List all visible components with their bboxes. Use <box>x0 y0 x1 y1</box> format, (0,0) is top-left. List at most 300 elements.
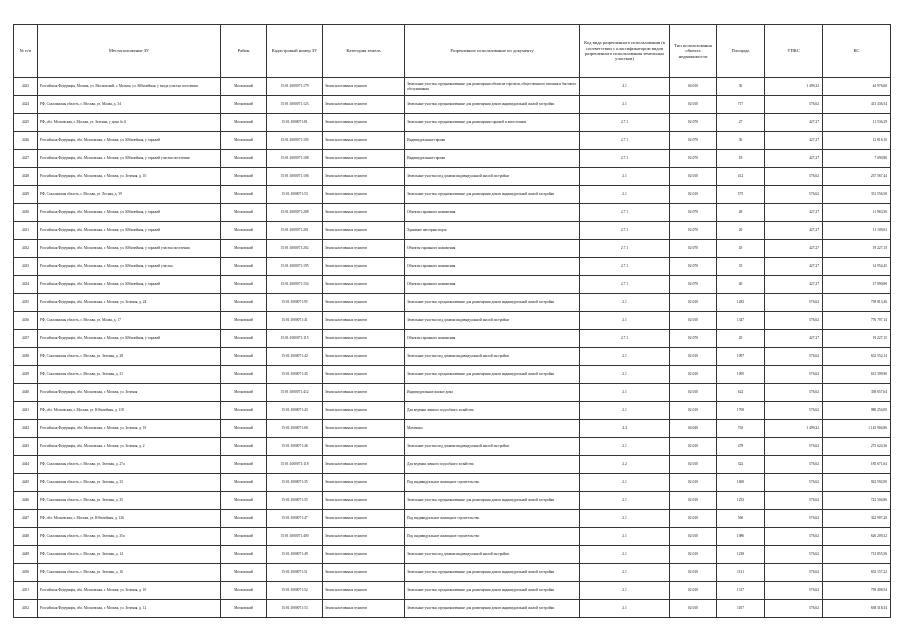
col-header-use-code: Код вида разрешенного использования (в соответствии с классификатором видов разрешенного использования земельных участков) <box>580 25 670 78</box>
cell-use-type: 02:010 <box>670 582 717 600</box>
cell-ks: 19 227,15 <box>823 330 891 348</box>
cell-upks: 576,62 <box>765 492 823 510</box>
table-row <box>14 474 891 492</box>
cell-number: 4427 <box>14 150 38 168</box>
cell-cadastral-number: 15:01:1000071:42 <box>267 348 323 366</box>
cell-area: 478 <box>717 438 765 456</box>
cell-cadastral-number: 15:01:1000071:400 <box>267 528 323 546</box>
cell-use-code: 2.1 <box>580 366 670 384</box>
cell-upks: 1 499,22 <box>765 420 823 438</box>
cell-cadastral-number: 15:01:1000071:105 <box>267 132 323 150</box>
cell-area: 28 <box>717 204 765 222</box>
table-row <box>14 510 891 528</box>
cell-number: 4445 <box>14 474 38 492</box>
cell-location: Российская Федерация, обл. Московская, г. Москва, ул. Зеленая, д. 10 <box>38 168 221 186</box>
cell-location: РФ, обл. Московская, г. Москва, ул. Юбилейная, д. 126 <box>38 510 221 528</box>
cell-number: 4443 <box>14 438 38 456</box>
cell-location: Российская Федерация, обл. Московская, г. Москва, ул. Зеленая, д. 12 <box>38 600 221 618</box>
cell-cadastral-number: 15:01:1000071:108 <box>267 150 323 168</box>
table-row <box>14 168 891 186</box>
cell-district: Московский <box>221 600 267 618</box>
cell-land-category: Земли населенных пунктов <box>323 132 405 150</box>
cell-upks: 576,62 <box>765 348 823 366</box>
cell-use-code: 2.1 <box>580 492 670 510</box>
cell-upks: 427,27 <box>765 330 823 348</box>
cell-upks: 576,62 <box>765 366 823 384</box>
cell-land-category: Земли населенных пунктов <box>323 456 405 474</box>
cell-number: 4436 <box>14 312 38 330</box>
cell-use-code: 2.2 <box>580 456 670 474</box>
cell-use-type: 02:010 <box>670 96 717 114</box>
cell-district: Московский <box>221 564 267 582</box>
cell-upks: 427,27 <box>765 276 823 294</box>
cell-district: Московский <box>221 312 267 330</box>
cell-use-type: 02:010 <box>670 438 717 456</box>
cell-cadastral-number: 15:01:1000071:45 <box>267 366 323 384</box>
cell-permitted-use: Земельные участки под домами индивидуальной жилой застройки <box>405 438 580 456</box>
cell-cadastral-number: 15:01:1000071:81 <box>267 114 323 132</box>
cell-location: РФ, Сахалинская область, г. Москва, ул. Зеленая, д. 35 <box>38 492 221 510</box>
cell-permitted-use: Магазины <box>405 420 580 438</box>
cell-number: 4429 <box>14 186 38 204</box>
cell-land-category: Земли населенных пунктов <box>323 510 405 528</box>
cell-number: 4450 <box>14 564 38 582</box>
cell-number: 4435 <box>14 294 38 312</box>
cell-use-type: 02:010 <box>670 600 717 618</box>
cell-upks: 576,62 <box>765 600 823 618</box>
col-header-district: Район <box>221 25 267 78</box>
cell-cadastral-number: 15:01:1000071:55 <box>267 492 323 510</box>
table-row <box>14 294 891 312</box>
cell-permitted-use: Земельные участки, предназначенные для размещения домов индивидуальной жилой застройки <box>405 366 580 384</box>
cell-area: 717 <box>717 96 765 114</box>
cell-ks: 922 592,00 <box>823 474 891 492</box>
cell-use-type: 02:070 <box>670 240 717 258</box>
cell-land-category: Земли населенных пунктов <box>323 564 405 582</box>
cell-location: Российская Федерация, обл. Московская, г. Москва, ул. Юбилейная, у гаражей участка поселения <box>38 150 221 168</box>
cell-use-type: 02:070 <box>670 204 717 222</box>
cell-number: 4437 <box>14 330 38 348</box>
cell-ks: 7 690,86 <box>823 150 891 168</box>
table-row <box>14 114 891 132</box>
cell-cadastral-number: 15:01:1000071:53 <box>267 186 323 204</box>
table-row <box>14 582 891 600</box>
cell-cadastral-number: 15:01:1000071:115 <box>267 330 323 348</box>
cell-area: 1600 <box>717 474 765 492</box>
cell-permitted-use: Земельные участки под домами индивидуальной жилой застройки <box>405 348 580 366</box>
cell-ks: 331 556,50 <box>823 186 891 204</box>
cell-location: Российская Федерация, обл. Московская, г. Москва, ул. Юбилейная, у гаражей участка поселения <box>38 240 221 258</box>
cell-permitted-use: Земельные участки, предназначенные для размещения домов индивидуальной жилой застройки <box>405 294 580 312</box>
cell-upks: 576,62 <box>765 294 823 312</box>
cell-district: Московский <box>221 150 267 168</box>
cell-upks: 427,27 <box>765 114 823 132</box>
cell-area: 45 <box>717 240 765 258</box>
cell-permitted-use: Земельные участки, предназначенные для размещения домов индивидуальной жилой застройки <box>405 564 580 582</box>
cell-location: РФ, Сахалинская область, г. Москва, ул. Зеленая, д. 35а <box>38 528 221 546</box>
cell-use-code: 2.7.1 <box>580 132 670 150</box>
cell-cadastral-number: 15:01:1000071:41 <box>267 312 323 330</box>
cell-area: 1253 <box>717 492 765 510</box>
cell-ks: 17 090,80 <box>823 276 891 294</box>
cell-district: Московский <box>221 294 267 312</box>
cell-number: 4444 <box>14 456 38 474</box>
table-row <box>14 528 891 546</box>
cell-location: Российская Федерация, обл. Московская, г. Москва, ул. Зеленая, д. 24 <box>38 294 221 312</box>
cell-upks: 576,62 <box>765 384 823 402</box>
cell-number: 4423 <box>14 78 38 96</box>
cell-use-type: 02:010 <box>670 384 717 402</box>
cell-upks: 576,62 <box>765 528 823 546</box>
cell-area: 27 <box>717 114 765 132</box>
cell-use-type: 02:070 <box>670 258 717 276</box>
cell-location: РФ, Сахалинская область, г. Москва, ул. Лесная, д. 39 <box>38 186 221 204</box>
cell-use-type: 02:070 <box>670 132 717 150</box>
cell-ks: 275 624,36 <box>823 438 891 456</box>
cell-cadastral-number: 15:01:1000071:51 <box>267 564 323 582</box>
table-row <box>14 312 891 330</box>
cell-permitted-use: Земельные участки, предназначенные для размещения домов индивидуальной жилой застройки <box>405 492 580 510</box>
cell-land-category: Земли населенных пунктов <box>323 492 405 510</box>
cell-land-category: Земли населенных пунктов <box>323 276 405 294</box>
table-row <box>14 204 891 222</box>
cell-land-category: Земли населенных пунктов <box>323 240 405 258</box>
cell-land-category: Земли населенных пунктов <box>323 546 405 564</box>
cell-use-type: 02:010 <box>670 366 717 384</box>
cell-area: 560 <box>717 510 765 528</box>
cell-use-type: 02:010 <box>670 168 717 186</box>
table-row <box>14 348 891 366</box>
table-row <box>14 132 891 150</box>
cell-upks: 427,27 <box>765 204 823 222</box>
cell-cadastral-number: 15:01:1000071:123 <box>267 96 323 114</box>
cell-area: 1095 <box>717 366 765 384</box>
cell-use-code: 2.1 <box>580 528 670 546</box>
cell-number: 4431 <box>14 222 38 240</box>
cell-permitted-use: Объекты гаражного назначения <box>405 276 580 294</box>
cell-use-code: 4.4 <box>580 420 670 438</box>
cell-cadastral-number: 15:01:1000071:195 <box>267 258 323 276</box>
cell-upks: 576,62 <box>765 510 823 528</box>
col-header-land-category: Категория земель <box>323 25 405 78</box>
land-plots-table <box>13 24 891 618</box>
cell-cadastral-number: 15:01:1000071:106 <box>267 168 323 186</box>
cell-ks: 322 907,20 <box>823 510 891 528</box>
cell-permitted-use: Земельные участки под домами индивидуальной жилой застройки <box>405 168 580 186</box>
cell-number: 4441 <box>14 402 38 420</box>
cell-upks: 576,62 <box>765 582 823 600</box>
cell-location: Российская Федерация, обл. Московская, г. Москва, ул. Зеленая, д. 18 <box>38 420 221 438</box>
cell-ks: 631 399,90 <box>823 366 891 384</box>
col-header-upks: УПКС <box>765 25 823 78</box>
cell-area: 575 <box>717 186 765 204</box>
cell-land-category: Земли населенных пунктов <box>323 78 405 96</box>
cell-location: Российская Федерация, обл. Московская, г. Москва, ул. Юбилейная, у гаражей <box>38 222 221 240</box>
cell-permitted-use: Хранение автотранспорта <box>405 222 580 240</box>
cell-land-category: Земли населенных пунктов <box>323 258 405 276</box>
cell-number: 4438 <box>14 348 38 366</box>
cell-use-code: 2.1 <box>580 294 670 312</box>
cell-permitted-use: Земельные участки под домами индивидуальной жилой застройки <box>405 312 580 330</box>
cell-permitted-use: Земельные участки, предназначенные для размещения домов индивидуальной жилой застройки <box>405 600 580 618</box>
cell-upks: 576,62 <box>765 312 823 330</box>
cell-cadastral-number: 15:01:1000071:208 <box>267 204 323 222</box>
cell-area: 1283 <box>717 294 765 312</box>
cell-ks: 776 707,14 <box>823 312 891 330</box>
cell-number: 4426 <box>14 132 38 150</box>
cell-location: РФ, Сахалинская область, г. Москва, ул. Малая, д. 17 <box>38 312 221 330</box>
cell-district: Московский <box>221 582 267 600</box>
col-header-area: Площадь <box>717 25 765 78</box>
cell-land-category: Земли населенных пунктов <box>323 330 405 348</box>
cell-permitted-use: Земельные участки, предназначенные для размещения домов индивидуальной жилой застройки <box>405 96 580 114</box>
cell-upks: 576,62 <box>765 474 823 492</box>
cell-permitted-use: Земельные участки, предназначенные для размещения домов индивидуальной жилой застройки <box>405 186 580 204</box>
cell-ks: 638 318,34 <box>823 600 891 618</box>
cell-use-type: 02:070 <box>670 222 717 240</box>
cell-use-code: 2.7.1 <box>580 258 670 276</box>
cell-use-code: 2.1 <box>580 510 670 528</box>
table-row <box>14 492 891 510</box>
cell-use-code: 2.1 <box>580 312 670 330</box>
cell-upks: 427,27 <box>765 258 823 276</box>
cell-district: Московский <box>221 402 267 420</box>
cell-number: 4434 <box>14 276 38 294</box>
cell-use-type: 02:010 <box>670 474 717 492</box>
cell-use-type: 02:010 <box>670 492 717 510</box>
cell-use-type: 04:040 <box>670 420 717 438</box>
cell-use-code: 2.7.1 <box>580 276 670 294</box>
cell-land-category: Земли населенных пунктов <box>323 168 405 186</box>
cell-cadastral-number: 15:01:1000071:53 <box>267 600 323 618</box>
cell-district: Московский <box>221 366 267 384</box>
cell-land-category: Земли населенных пунктов <box>323 474 405 492</box>
cell-land-category: Земли населенных пунктов <box>323 186 405 204</box>
cell-ks: 19 227,15 <box>823 240 891 258</box>
cell-use-code: 2.1 <box>580 564 670 582</box>
cell-upks: 576,62 <box>765 96 823 114</box>
cell-use-type: 02:010 <box>670 312 717 330</box>
cell-permitted-use: Земельные участки, предназначенные для размещения гаражей и автостоянок <box>405 114 580 132</box>
cell-ks: 14 954,45 <box>823 258 891 276</box>
table-row <box>14 384 891 402</box>
cell-permitted-use: Земельные участки, предназначенные для размещения объектов торговли, общественного питания и бытового обслуживания <box>405 78 580 96</box>
cell-land-category: Земли населенных пунктов <box>323 222 405 240</box>
cell-number: 4424 <box>14 96 38 114</box>
cell-permitted-use: Земельные участки, предназначенные для размещения домов индивидуальной жилой застройки <box>405 582 580 600</box>
cell-area: 1131 <box>717 564 765 582</box>
cell-use-code: 2.1 <box>580 600 670 618</box>
cell-use-code: 2.1 <box>580 348 670 366</box>
cell-ks: 11 109,02 <box>823 222 891 240</box>
cell-number: 4447 <box>14 510 38 528</box>
cell-location: Российская Федерация, обл. Московская, г. Москва, ул. Юбилейная, у гаражей <box>38 276 221 294</box>
cell-use-code: 2.1 <box>580 168 670 186</box>
table-row <box>14 330 891 348</box>
cell-district: Московский <box>221 132 267 150</box>
cell-number: 4439 <box>14 366 38 384</box>
cell-district: Московский <box>221 114 267 132</box>
cell-district: Московский <box>221 240 267 258</box>
cell-cadastral-number: 15:01:1000071:201 <box>267 222 323 240</box>
table-row <box>14 240 891 258</box>
cell-ks: 1 143 904,86 <box>823 420 891 438</box>
cell-ks: 11 963,56 <box>823 204 891 222</box>
col-header-location: Местоположение ЗУ <box>38 25 221 78</box>
cell-upks: 576,62 <box>765 402 823 420</box>
cell-district: Московский <box>221 186 267 204</box>
cell-cadastral-number: 15:01:1000071:95 <box>267 294 323 312</box>
cell-area: 763 <box>717 420 765 438</box>
cell-land-category: Земли населенных пунктов <box>323 438 405 456</box>
cell-use-type: 02:070 <box>670 114 717 132</box>
cell-permitted-use: Объекты гаражного назначения <box>405 330 580 348</box>
cell-ks: 713 855,56 <box>823 546 891 564</box>
table-header-row <box>14 25 891 78</box>
cell-district: Московский <box>221 258 267 276</box>
cell-upks: 1 499,22 <box>765 78 823 96</box>
cell-district: Московский <box>221 528 267 546</box>
cell-ks: 759 408,54 <box>823 582 891 600</box>
cell-use-code: 2.7.1 <box>580 204 670 222</box>
cell-ks: 12 818,10 <box>823 132 891 150</box>
cell-district: Московский <box>221 96 267 114</box>
cell-cadastral-number: 15:01:1000071:35 <box>267 474 323 492</box>
cell-use-type: 02:010 <box>670 528 717 546</box>
cell-permitted-use: Под индивидуальное жилищное строительство <box>405 528 580 546</box>
cell-number: 4430 <box>14 204 38 222</box>
table-row <box>14 366 891 384</box>
cell-use-type: 02:010 <box>670 546 717 564</box>
cell-location: Российская Федерация, обл. Московская, г. Москва, ул. Зеленая, д. 2 <box>38 438 221 456</box>
cell-district: Московский <box>221 456 267 474</box>
cell-ks: 632 552,14 <box>823 348 891 366</box>
cell-area: 1700 <box>717 402 765 420</box>
cell-use-code: 2.1 <box>580 474 670 492</box>
cell-location: РФ, Сахалинская область, г. Москва, ул. Зеленая, д. 31 <box>38 366 221 384</box>
cell-district: Московский <box>221 348 267 366</box>
table-row <box>14 564 891 582</box>
cell-number: 4442 <box>14 420 38 438</box>
cell-ks: 739 813,46 <box>823 294 891 312</box>
col-header-cadastral-number: Кадастровый номер ЗУ <box>267 25 323 78</box>
cell-location: Российская Федерация, обл. Московская, г. Москва, ул. Юбилейная, у гаражей <box>38 132 221 150</box>
cell-district: Московский <box>221 78 267 96</box>
table-row <box>14 258 891 276</box>
cell-number: 4452 <box>14 600 38 618</box>
table-row <box>14 456 891 474</box>
cell-use-type: 02:010 <box>670 294 717 312</box>
cell-land-category: Земли населенных пунктов <box>323 366 405 384</box>
cell-use-code: 2.7.1 <box>580 330 670 348</box>
table-row <box>14 276 891 294</box>
cell-area: 1107 <box>717 600 765 618</box>
col-header-permitted-use: Разрешенное использование по документу <box>405 25 580 78</box>
cell-use-type: 02:010 <box>670 402 717 420</box>
cell-district: Московский <box>221 438 267 456</box>
cell-district: Московский <box>221 204 267 222</box>
cell-land-category: Земли населенных пунктов <box>323 114 405 132</box>
cell-use-type: 02:010 <box>670 186 717 204</box>
cell-cadastral-number: 15:01:1000071:118 <box>267 456 323 474</box>
cell-use-code: 2.1 <box>580 582 670 600</box>
cell-use-code: 4.1 <box>580 78 670 96</box>
cell-location: РФ, обл. Московская, г. Москва, ул. Юбилейная, д. 118 <box>38 402 221 420</box>
cell-district: Московский <box>221 492 267 510</box>
cell-location: Российская Федерация, обл. Московская, г. Москва, ул. Зеленая, д. 10 <box>38 582 221 600</box>
cell-area: 1097 <box>717 348 765 366</box>
table-row <box>14 96 891 114</box>
cell-upks: 576,62 <box>765 438 823 456</box>
cell-land-category: Земли населенных пунктов <box>323 582 405 600</box>
cell-use-code: 2.1 <box>580 186 670 204</box>
data-sheet <box>13 24 890 618</box>
col-header-use-type: Тип использования объекта недвижимости <box>670 25 717 78</box>
cell-ks: 626 209,32 <box>823 528 891 546</box>
cell-location: РФ, Сахалинская область, г. Москва, ул. Зеленая, д. 28 <box>38 348 221 366</box>
cell-location: РФ, Сахалинская область, г. Москва, ул. Малая, д. 34 <box>38 96 221 114</box>
cell-use-type: 02:010 <box>670 564 717 582</box>
cell-area: 1086 <box>717 528 765 546</box>
cell-use-code: 2.7.1 <box>580 114 670 132</box>
cell-district: Московский <box>221 420 267 438</box>
cell-use-code: 2.1 <box>580 384 670 402</box>
cell-upks: 576,62 <box>765 456 823 474</box>
cell-land-category: Земли населенных пунктов <box>323 384 405 402</box>
cell-use-code: 2.1 <box>580 438 670 456</box>
cell-location: Российская Федерация, обл. Московская, г. Москва, ул. Юбилейная, у гаражей <box>38 204 221 222</box>
table-row <box>14 420 891 438</box>
cell-district: Московский <box>221 276 267 294</box>
cell-use-type: 02:070 <box>670 330 717 348</box>
cell-district: Московский <box>221 546 267 564</box>
cell-area: 30 <box>717 132 765 150</box>
cell-number: 4451 <box>14 582 38 600</box>
table-row <box>14 222 891 240</box>
cell-land-category: Земли населенных пунктов <box>323 150 405 168</box>
cell-area: 45 <box>717 330 765 348</box>
cell-land-category: Земли населенных пунктов <box>323 420 405 438</box>
cell-land-category: Земли населенных пунктов <box>323 96 405 114</box>
cell-location: РФ, Сахалинская область, г. Москва, ул. Зеленая, д. 14 <box>38 546 221 564</box>
cell-use-type: 02:010 <box>670 348 717 366</box>
cell-number: 4432 <box>14 240 38 258</box>
cell-number: 4449 <box>14 546 38 564</box>
cell-upks: 427,27 <box>765 240 823 258</box>
cell-use-type: 02:070 <box>670 276 717 294</box>
cell-area: 412 <box>717 168 765 186</box>
cell-land-category: Земли населенных пунктов <box>323 204 405 222</box>
cell-ks: 237 567,44 <box>823 168 891 186</box>
cell-district: Московский <box>221 384 267 402</box>
table-row <box>14 150 891 168</box>
cell-cadastral-number: 15:01:1000071:202 <box>267 240 323 258</box>
cell-upks: 427,27 <box>765 150 823 168</box>
cell-ks: 652 157,22 <box>823 564 891 582</box>
cell-use-code: 2.1 <box>580 402 670 420</box>
cell-use-type: 02:070 <box>670 150 717 168</box>
cell-area: 622 <box>717 384 765 402</box>
cell-ks: 413 436,54 <box>823 96 891 114</box>
cell-location: Российская Федерация, обл. Московская, г. Москва, ул. Юбилейная, у гаражей участка <box>38 258 221 276</box>
cell-ks: 44 976,60 <box>823 78 891 96</box>
cell-area: 1347 <box>717 312 765 330</box>
cell-location: РФ, обл. Московская, г. Москва, ул. Зеленая, у дома № 6 <box>38 114 221 132</box>
cell-cadastral-number: 15:01:1000071:46 <box>267 438 323 456</box>
cell-area: 18 <box>717 150 765 168</box>
table-row <box>14 438 891 456</box>
cell-land-category: Земли населенных пунктов <box>323 402 405 420</box>
